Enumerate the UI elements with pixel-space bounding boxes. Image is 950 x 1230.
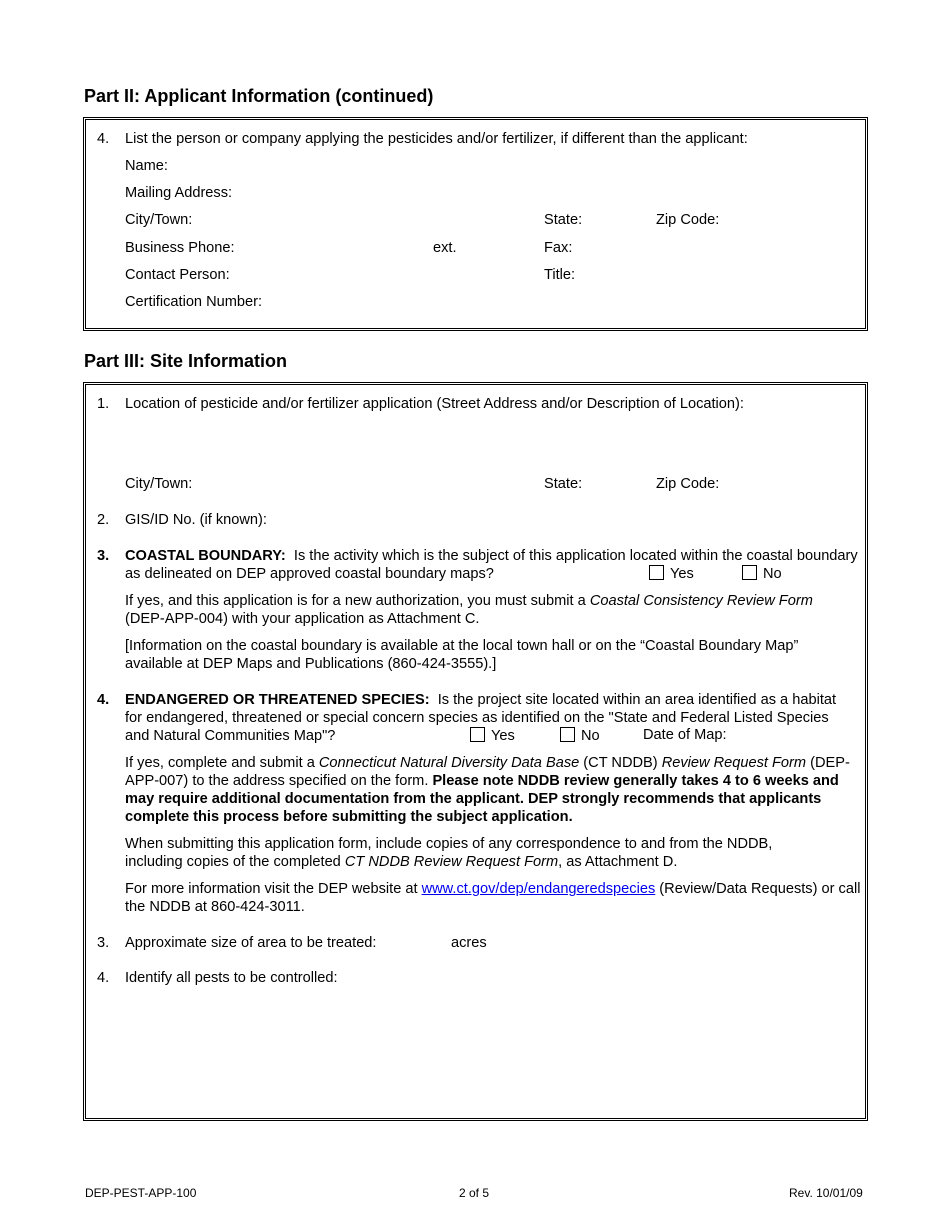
- species-instr-text-3: (DEP-APP-007) to the address specified on the form.: [125, 755, 850, 789]
- attachment-text-2: , as Attachment D.: [558, 854, 678, 870]
- more-info-text-1: For more information visit the DEP website at: [125, 881, 422, 897]
- certification-number-label: Certification Number:: [125, 294, 263, 310]
- species-instr-text-1: If yes, complete and submit a: [125, 755, 319, 771]
- attachment-form-name: CT NDDB Review Request Form: [344, 854, 559, 870]
- p3-q1-text: Location of pesticide and/or fertilizer application (Street Address and/or Description of Location):: [125, 396, 744, 412]
- coastal-title: COASTAL BOUNDARY:: [125, 548, 286, 564]
- site-state-label: State:: [544, 476, 583, 492]
- business-phone-label: Business Phone:: [125, 240, 235, 256]
- species-instr-text-2: (CT NDDB): [579, 755, 662, 771]
- coastal-info-note: [Information on the coastal boundary is available at the local town hall or on the “Coastal Boundary Map” available at DEP Maps and Publications (860-424-3555).]: [125, 638, 799, 672]
- coastal-question-text: Is the activity which is the subject of this application located within the coastal boundary as delineated on DEP approved coastal boundary maps?: [125, 548, 858, 582]
- coastal-yes-checkbox[interactable]: [649, 565, 664, 580]
- coastal-yes-option[interactable]: [649, 565, 694, 582]
- footer-form-id: DEP-PEST-APP-100: [85, 1186, 197, 1200]
- title-label: Title:: [544, 267, 576, 283]
- coastal-no-label: No: [763, 566, 782, 582]
- site-city-label: City/Town:: [125, 476, 193, 492]
- p2-q4-text: List the person or company applying the pesticides and/or fertilizer, if different than the applicant:: [125, 131, 748, 147]
- footer-revision: Rev. 10/01/09: [789, 1186, 863, 1200]
- date-of-map-label: Date of Map:: [643, 727, 727, 743]
- p3-q4-number: 4.: [97, 692, 110, 708]
- coastal-yes-label: Yes: [670, 566, 694, 582]
- more-info-text-2: (Review/Data Requests) or call the NDDB at 860-424-3011.: [125, 881, 861, 915]
- footer-page-number: 2 of 5: [459, 1186, 490, 1200]
- site-zip-label: Zip Code:: [656, 476, 720, 492]
- coastal-form-name: Coastal Consistency Review Form: [589, 593, 813, 609]
- species-more-info: [125, 880, 863, 916]
- gis-id-label: GIS/ID No. (if known):: [125, 512, 267, 528]
- species-instructions: [125, 754, 853, 826]
- ext-label: ext.: [433, 240, 457, 256]
- species-attachment-note: [125, 835, 825, 871]
- review-request-form-name: Review Request Form: [661, 755, 807, 771]
- species-title: ENDANGERED OR THREATENED SPECIES:: [125, 692, 430, 708]
- p3-q2-number: 2.: [97, 512, 110, 528]
- pests-label: Identify all pests to be controlled:: [125, 970, 338, 986]
- species-yes-checkbox[interactable]: [470, 727, 485, 742]
- endangered-species-link[interactable]: www.ct.gov/dep/endangeredspecies: [421, 881, 656, 897]
- mailing-address-label: Mailing Address:: [125, 185, 233, 201]
- state-label: State:: [544, 212, 583, 228]
- p3-q5-number: 3.: [97, 935, 110, 951]
- p3-q3-number: 3.: [97, 548, 110, 564]
- species-no-checkbox[interactable]: [560, 727, 575, 742]
- part3-heading: Part III: Site Information: [84, 351, 288, 371]
- zip-label: Zip Code:: [656, 212, 720, 228]
- species-yes-label: Yes: [491, 728, 515, 744]
- coastal-instructions: [125, 592, 855, 628]
- attachment-text-1: When submitting this application form, include copies of any correspondence to and from the NDDB, including copies of the completed: [125, 836, 773, 870]
- part2-heading: Part II: Applicant Information (continued): [84, 86, 434, 106]
- part3-box: [83, 382, 868, 1121]
- coastal-no-option[interactable]: [742, 565, 782, 582]
- nddb-name: Connecticut Natural Diversity Data Base: [318, 755, 580, 771]
- fax-label: Fax:: [544, 240, 573, 256]
- species-yes-option[interactable]: [470, 727, 515, 744]
- species-no-label: No: [581, 728, 600, 744]
- coastal-instr-text-2: (DEP-APP-004) with your application as Attachment C.: [125, 611, 480, 627]
- name-label: Name:: [125, 158, 168, 174]
- species-bold-note: Please note NDDB review generally takes 4 to 6 weeks and may require additional documentation from the applicant. DEP strongly recommends that applicants complete this process before submitting the subject application.: [125, 773, 839, 825]
- acres-label: acres: [451, 935, 487, 951]
- coastal-no-checkbox[interactable]: [742, 565, 757, 580]
- p3-q6-number: 4.: [97, 970, 110, 986]
- species-no-option[interactable]: [560, 727, 600, 744]
- area-size-label: Approximate size of area to be treated:: [125, 935, 377, 951]
- coastal-instr-text-1: If yes, and this application is for a new authorization, you must submit a: [125, 593, 590, 609]
- city-label: City/Town:: [125, 212, 193, 228]
- contact-person-label: Contact Person:: [125, 267, 230, 283]
- p2-q4-number: 4.: [97, 131, 110, 147]
- p3-q1-number: 1.: [97, 396, 110, 412]
- species-question-text: Is the project site located within an area identified as a habitat for endangered, threatened or special concern species as identified on the "State and Federal Listed Species and Natural Communities Map"?: [125, 692, 837, 744]
